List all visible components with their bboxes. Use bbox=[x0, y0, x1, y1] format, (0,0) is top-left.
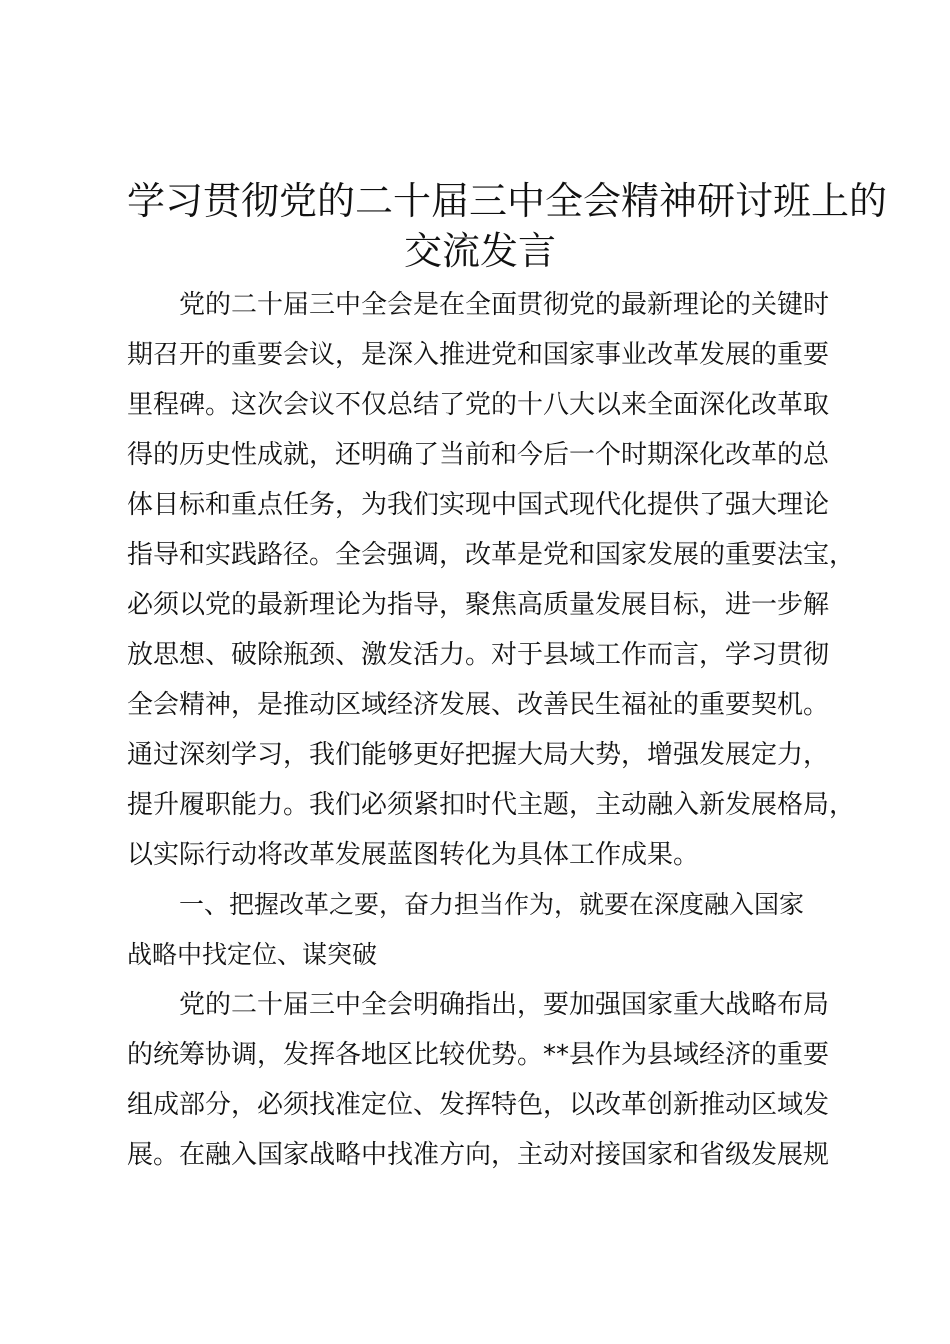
text-line: 指导和实践路径。全会强调，改革是党和国家发展的重要法宝， bbox=[127, 540, 856, 570]
document-title bbox=[127, 176, 888, 276]
text-line: 党的二十届三中全会是在全面贯彻党的最新理论的关键时 bbox=[179, 290, 830, 320]
section-heading-1 bbox=[127, 880, 833, 980]
text-line: 体目标和重点任务，为我们实现中国式现代化提供了强大理论 bbox=[127, 490, 830, 520]
text-line: 放思想、破除瓶颈、激发活力。对于县域工作而言，学习贯彻 bbox=[127, 640, 830, 670]
text-line: 里程碑。这次会议不仅总结了党的十八大以来全面深化改革取 bbox=[127, 390, 830, 420]
text-line: 以实际行动将改革发展蓝图转化为具体工作成果。 bbox=[127, 840, 700, 870]
text-line: 得的历史性成就，还明确了当前和今后一个时期深化改革的总 bbox=[127, 440, 830, 470]
text-line: 组成部分，必须找准定位、发挥特色，以改革创新推动区域发 bbox=[127, 1090, 830, 1120]
text-line: 展。在融入国家战略中找准方向，主动对接国家和省级发展规 bbox=[127, 1140, 830, 1170]
heading-line: 一、把握改革之要，奋力担当作为，就要在深度融入国家 bbox=[179, 890, 805, 919]
text-line: 提升履职能力。我们必须紧扣时代主题，主动融入新发展格局， bbox=[127, 790, 856, 820]
paragraph-section-1 bbox=[127, 980, 833, 1180]
document-body bbox=[127, 176, 888, 1180]
text-line: 必须以党的最新理论为指导，聚焦高质量发展目标，进一步解 bbox=[127, 590, 830, 620]
text-line: 通过深刻学习，我们能够更好把握大局大势，增强发展定力， bbox=[127, 740, 830, 770]
title-line: 交流发言 bbox=[403, 229, 556, 273]
text-line: 党的二十届三中全会明确指出，要加强国家重大战略布局 bbox=[179, 990, 830, 1020]
text-line: 的统筹协调，发挥各地区比较优势。**县作为县域经济的重要 bbox=[127, 1040, 830, 1070]
paragraph-intro bbox=[127, 280, 856, 880]
heading-line: 战略中找定位、谋突破 bbox=[127, 940, 378, 969]
text-line: 期召开的重要会议，是深入推进党和国家事业改革发展的重要 bbox=[127, 340, 830, 370]
text-line: 全会精神，是推动区域经济发展、改善民生福祉的重要契机。 bbox=[127, 690, 830, 720]
title-line: 学习贯彻党的二十届三中全会精神研讨班上的 bbox=[127, 179, 888, 223]
